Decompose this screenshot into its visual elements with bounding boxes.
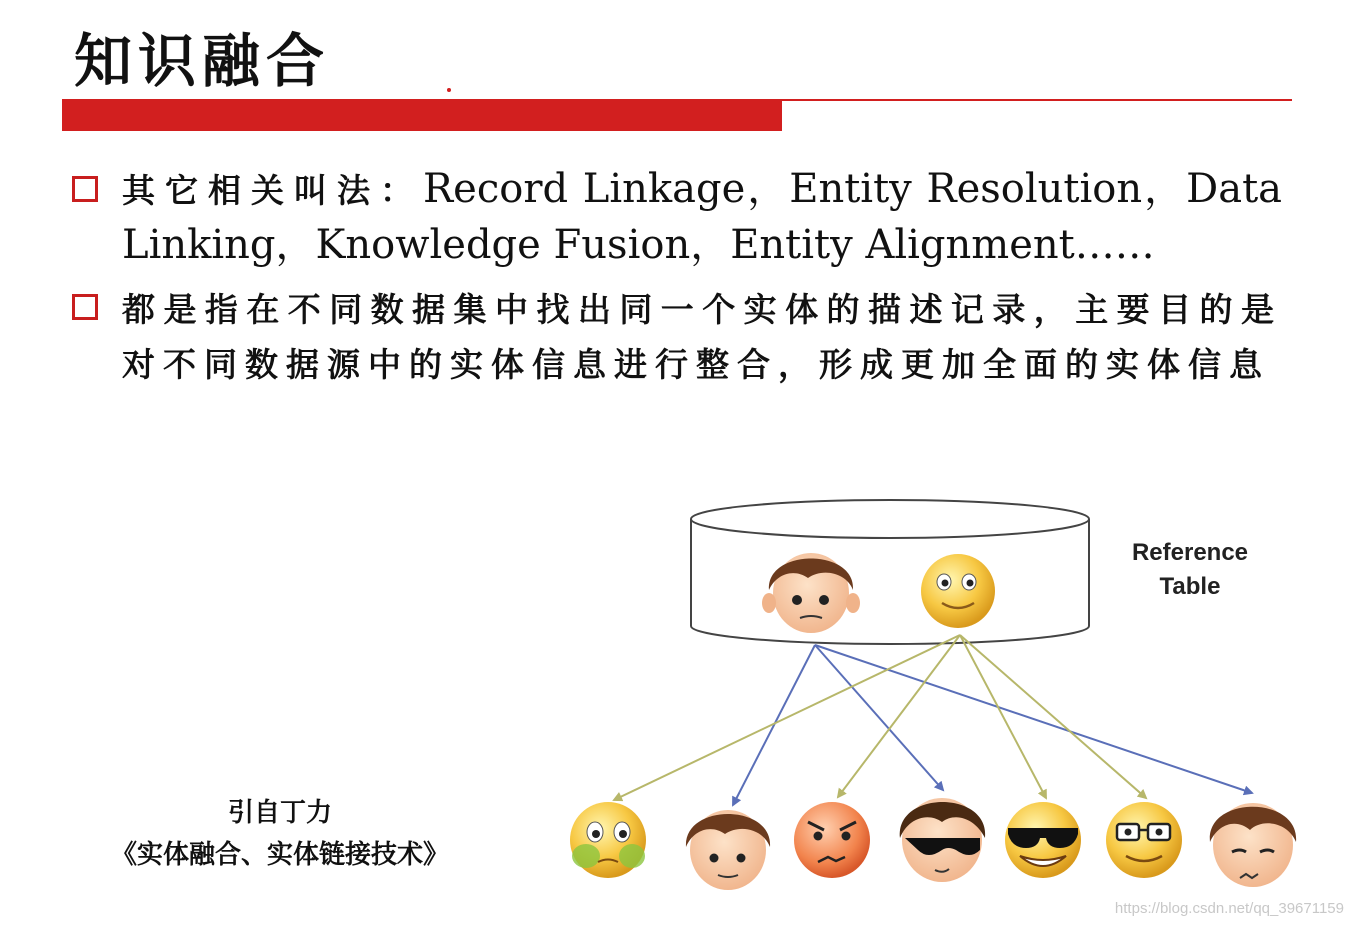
reference-label-line1: Reference <box>1131 539 1249 566</box>
sick-face-icon <box>570 802 646 878</box>
sunglasses-boy-face-icon <box>900 798 985 882</box>
reference-smiley-face-icon <box>921 554 995 628</box>
slide-title: 知识融合 <box>74 27 331 95</box>
boy-face-icon <box>686 810 770 890</box>
bullet-body: Record Linkage，Entity Resolution，Data Linking，Knowledge Fusion，Entity Alignment…… <box>122 166 1282 268</box>
citation-source: 《实体融合、实体链接技术》 <box>110 840 449 870</box>
reference-table-cylinder <box>691 500 1089 644</box>
citation-author: 引自丁力 <box>227 798 332 828</box>
reference-label-line2: Table <box>1159 573 1221 600</box>
sleepy-boy-face-icon <box>1210 803 1296 887</box>
glasses-smiley-face-icon <box>1106 802 1182 878</box>
reference-table-label <box>1110 536 1270 604</box>
bullet-body: 都是指在不同数据集中找出同一个实体的描述记录，主要目的是对不同数据源中的实体信息进行整合，形成更加全面的实体信息 <box>122 290 1282 384</box>
citation <box>60 792 500 876</box>
blue-links <box>733 645 1252 805</box>
cool-smiley-face-icon <box>1005 802 1081 878</box>
watermark: https://blog.csdn.net/qq_39671159 <box>1114 900 1344 917</box>
bullet-lead: 其它相关叫法： <box>122 171 424 210</box>
angry-face-icon <box>794 802 870 878</box>
